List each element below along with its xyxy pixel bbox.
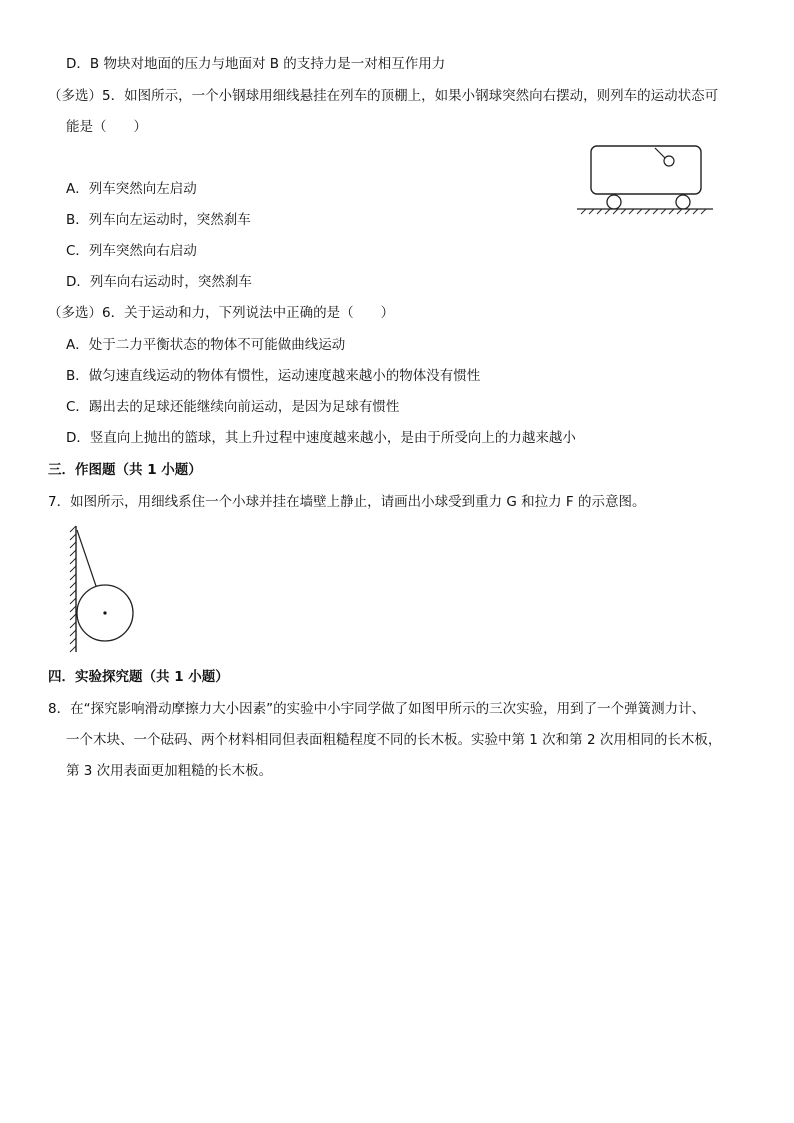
- q6-option-b: B．做匀速直线运动的物体有惯性，运动速度越来越小的物体没有惯性: [66, 368, 481, 384]
- q8-line1: 8．在“探究影响滑动摩擦力大小因素”的实验中小宇同学做了如图甲所示的三次实验，用到了一个弹簧测力计、: [48, 701, 706, 717]
- wall-ball-diagram: [60, 522, 150, 657]
- train-car-body: [591, 146, 701, 194]
- q8-line2: 一个木块、一个砝码、两个材料相同但表面粗糙程度不同的长木板。实验中第 1 次和第 2 次用相同的长木板，: [66, 732, 722, 748]
- q6-option-a: A．处于二力平衡状态的物体不可能做曲线运动: [66, 337, 346, 353]
- q8-line3: 第 3 次用表面更加粗糙的长木板。: [66, 763, 273, 779]
- ball-center-dot: [103, 611, 106, 614]
- train-wheel-left: [607, 195, 621, 209]
- q6-stem: （多选）6．关于运动和力，下列说法中正确的是（ ）: [48, 305, 395, 321]
- q5-stem-line2: 能是（ ）: [66, 119, 147, 135]
- q7-stem: 7．如图所示，用细线系住一个小球并挂在墙壁上静止，请画出小球受到重力 G 和拉力 F 的示意图。: [48, 494, 646, 510]
- steel-ball: [664, 156, 674, 166]
- q5-option-a: A．列车突然向左启动: [66, 181, 197, 197]
- ground-hatching: [581, 209, 706, 214]
- q6-option-c: C．踢出去的足球还能继续向前运动，是因为足球有惯性: [66, 399, 400, 415]
- section3-heading: 三．作图题（共 1 小题）: [48, 462, 202, 478]
- q5-option-b: B．列车向左运动时，突然刹车: [66, 212, 251, 228]
- q6-option-d: D．竖直向上抛出的篮球，其上升过程中速度越来越小，是由于所受向上的力越来越小: [66, 430, 576, 446]
- wall-hatching: [70, 526, 76, 652]
- q5-option-d: D．列车向右运动时，突然刹车: [66, 274, 252, 290]
- q4-option-d: D．B 物块对地面的压力与地面对 B 的支持力是一对相互作用力: [66, 56, 446, 72]
- train-diagram: [575, 140, 715, 220]
- q5-option-c: C．列车突然向右启动: [66, 243, 197, 259]
- pendulum-string: [655, 148, 665, 158]
- q5-stem-line1: （多选）5．如图所示，一个小钢球用细线悬挂在列车的顶棚上，如果小钢球突然向右摆动，则列车的运动状态可: [48, 88, 719, 104]
- train-wheel-right: [676, 195, 690, 209]
- string-line: [77, 530, 97, 589]
- section4-heading: 四．实验探究题（共 1 小题）: [48, 669, 229, 685]
